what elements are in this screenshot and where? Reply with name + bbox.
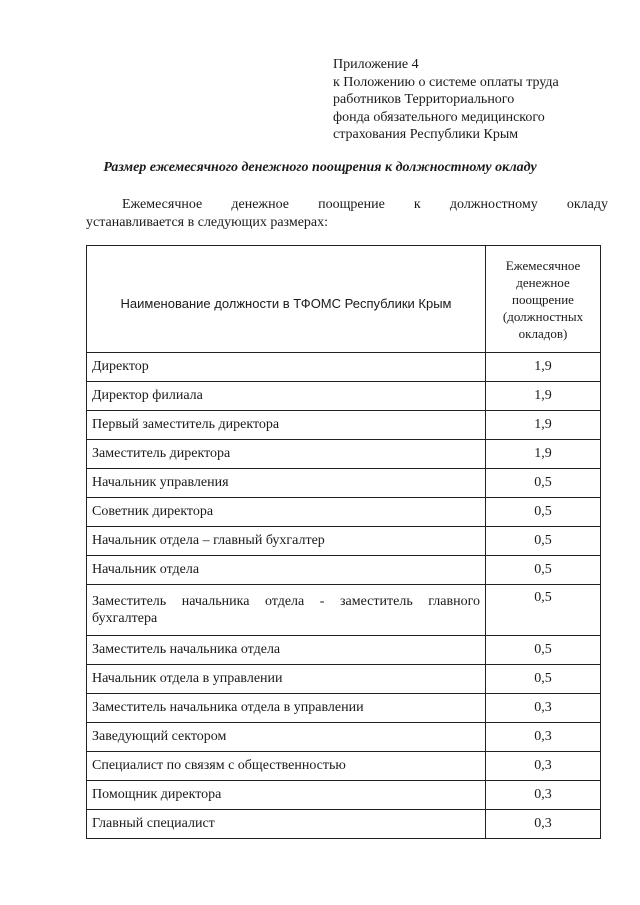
table-row	[87, 440, 601, 469]
position-name: Советник директора	[87, 498, 486, 527]
document-title: Размер ежемесячного денежного поощрения к должностному окладу	[103, 160, 537, 175]
intro-line: Ежемесячное денежное поощрение к должностному окладу	[122, 197, 608, 212]
header-value-line: денежное	[516, 274, 570, 290]
appendix-line: страхования Республики Крым	[333, 127, 519, 142]
position-name: Специалист по связям с общественностью	[87, 752, 486, 781]
bonus-value: 0,3	[486, 752, 601, 781]
appendix-line: работников Территориального	[333, 92, 515, 107]
table-row	[87, 382, 601, 411]
bonus-value: 0,3	[486, 694, 601, 723]
position-name: Заместитель директора	[87, 440, 486, 469]
table-row	[87, 585, 601, 636]
table-row	[87, 469, 601, 498]
table-row	[87, 411, 601, 440]
bonus-value: 0,5	[486, 636, 601, 665]
position-name: Главный специалист	[87, 810, 486, 839]
table-row	[87, 527, 601, 556]
table-row	[87, 636, 601, 665]
header-position-name: Наименование должности в ТФОМС Республики Крым	[87, 246, 486, 353]
bonus-value: 0,5	[486, 556, 601, 585]
bonus-value: 0,3	[486, 810, 601, 839]
header-value-line: (должностных	[502, 308, 584, 324]
position-name: Начальник отдела – главный бухгалтер	[87, 527, 486, 556]
position-name: Первый заместитель директора	[87, 411, 486, 440]
intro-line: устанавливается в следующих размерах:	[86, 215, 329, 230]
position-name: Начальник отдела в управлении	[87, 665, 486, 694]
bonus-table	[86, 245, 601, 839]
position-name: Заместитель начальника отдела	[87, 636, 486, 665]
header-value-line: поощрение	[512, 291, 574, 307]
intro-paragraph	[86, 196, 608, 232]
position-name: Заместитель начальника отдела в управлении	[87, 694, 486, 723]
table-row	[87, 810, 601, 839]
table-row	[87, 752, 601, 781]
position-name: Помощник директора	[87, 781, 486, 810]
header-value-line: окладов)	[518, 325, 568, 341]
position-name: Начальник управления	[87, 469, 486, 498]
bonus-value: 1,9	[486, 353, 601, 382]
bonus-value: 0,5	[486, 498, 601, 527]
appendix-line: фонда обязательного медицинского	[333, 109, 545, 125]
table-row	[87, 694, 601, 723]
table-row	[87, 498, 601, 527]
bonus-value: 0,5	[486, 585, 601, 636]
table-row	[87, 723, 601, 752]
bonus-value: 0,5	[486, 469, 601, 498]
position-name: Заведующий сектором	[87, 723, 486, 752]
position-name: Заместитель начальника отдела - заместитель главного бухгалтера	[87, 585, 486, 636]
header-value-line: Ежемесячное	[505, 257, 581, 273]
table-row	[87, 556, 601, 585]
table-row	[87, 781, 601, 810]
bonus-value: 1,9	[486, 440, 601, 469]
header-bonus-value	[486, 246, 601, 353]
bonus-value: 0,3	[486, 781, 601, 810]
bonus-value: 0,5	[486, 527, 601, 556]
bonus-value: 0,3	[486, 723, 601, 752]
position-name: Директор	[87, 353, 486, 382]
appendix-line: Приложение 4	[333, 57, 419, 72]
table-header-row	[87, 246, 601, 353]
appendix-line: к Положению о системе оплаты труда	[333, 74, 559, 90]
position-name: Директор филиала	[87, 382, 486, 411]
bonus-value: 0,5	[486, 665, 601, 694]
table-row	[87, 353, 601, 382]
bonus-value: 1,9	[486, 411, 601, 440]
appendix-header	[333, 56, 623, 144]
table-row	[87, 665, 601, 694]
position-name: Начальник отдела	[87, 556, 486, 585]
bonus-value: 1,9	[486, 382, 601, 411]
